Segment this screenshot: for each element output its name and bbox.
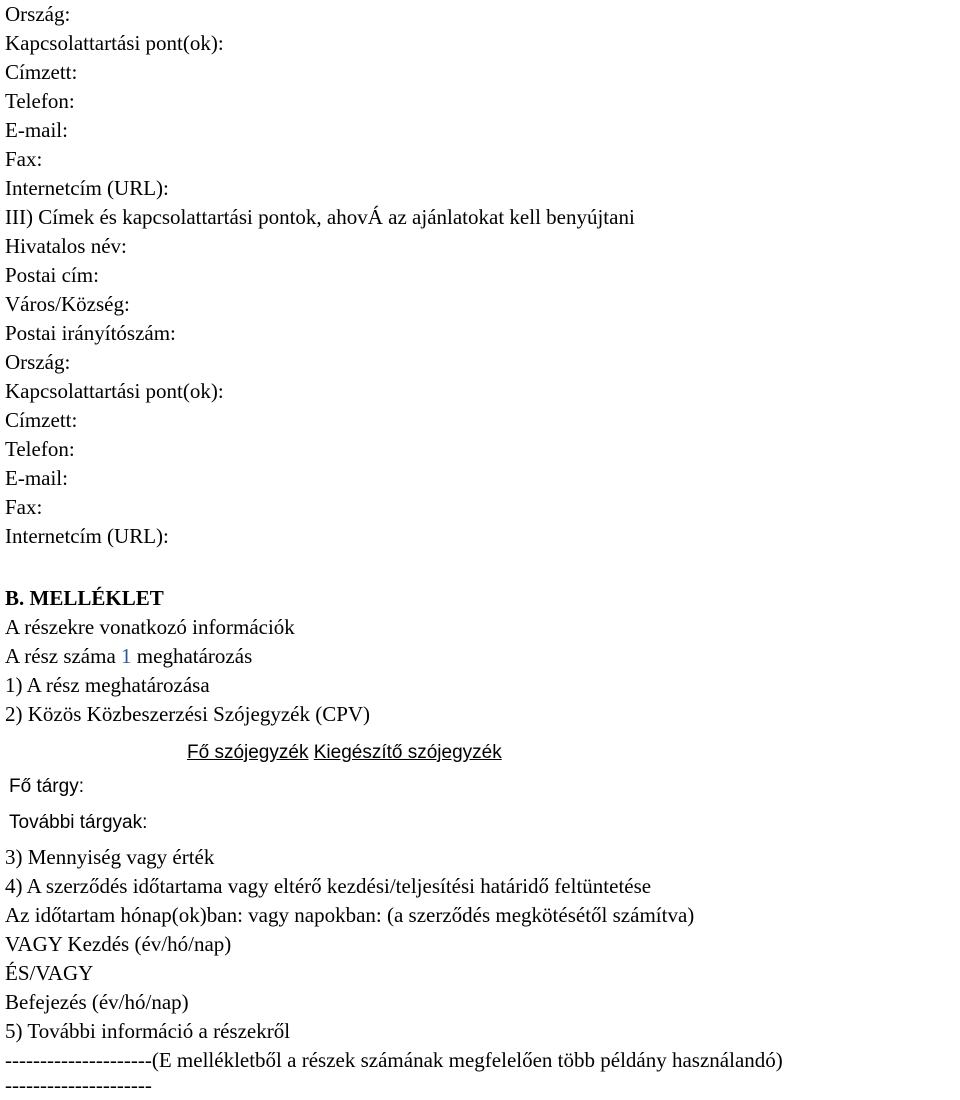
duration-line: Az időtartam hónap(ok)ban: vagy napokban: (a szerződés megkötésétől számítva) [5,903,695,927]
contact-points-label: Kapcsolattartási pont(ok): [5,31,224,55]
email-label: E-mail: [5,466,68,490]
email-label: E-mail: [5,118,68,142]
contact-points-label: Kapcsolattartási pont(ok): [5,379,224,403]
main-vocabulary-header: Fő szójegyzék [187,742,309,763]
phone-label: Telefon: [5,89,75,113]
item-3: 3) Mennyiség vagy érték [5,845,215,869]
official-name-label: Hivatalos név: [5,234,127,258]
item-2: 2) Közös Közbeszerzési Szójegyzék (CPV) [5,702,371,726]
postal-address-label: Postai cím: [5,263,99,287]
start-date-line: VAGY Kezdés (év/hó/nap) [5,932,232,956]
city-label: Város/Község: [5,292,130,316]
separator-end: --------------------- [5,1073,152,1097]
recipient-label: Címzett: [5,408,78,432]
item-5: 5) További információ a részekről [5,1019,291,1043]
part-number-line [5,642,252,671]
part-number-suffix: meghatározás [136,644,253,668]
fax-label: Fax: [5,147,43,171]
and-or-line: ÉS/VAGY [5,961,94,985]
url-label: Internetcím (URL): [5,524,169,548]
postal-code-label: Postai irányítószám: [5,321,176,345]
supplementary-vocabulary-header: Kiegészítő szójegyzék [313,742,502,763]
part-number-value: 1 [121,644,132,668]
item-1: 1) A rész meghatározása [5,673,210,697]
phone-label: Telefon: [5,437,75,461]
separator-note: ---------------------(E mellékletből a részek számának megfelelően több példány használandó) [5,1048,783,1072]
url-label: Internetcím (URL): [5,176,169,200]
recipient-label: Címzett: [5,60,78,84]
part-number-prefix: A rész száma [5,644,116,668]
country-label: Ország: [5,2,71,26]
country-label: Ország: [5,350,71,374]
annex-title: B. MELLÉKLET [5,586,164,610]
annex-subtitle: A részekre vonatkozó információk [5,615,295,639]
end-date-line: Befejezés (év/hó/nap) [5,990,189,1014]
main-object-label: Fő tárgy: [9,776,84,797]
cpv-headers [187,738,502,767]
item-4: 4) A szerződés időtartama vagy eltérő kezdési/teljesítési határidő feltüntetése [5,874,652,898]
section-iii-heading: III) Címek és kapcsolattartási pontok, ahovÁ az ajánlatokat kell benyújtani [5,205,635,229]
additional-objects-label: További tárgyak: [9,812,148,833]
fax-label: Fax: [5,495,43,519]
